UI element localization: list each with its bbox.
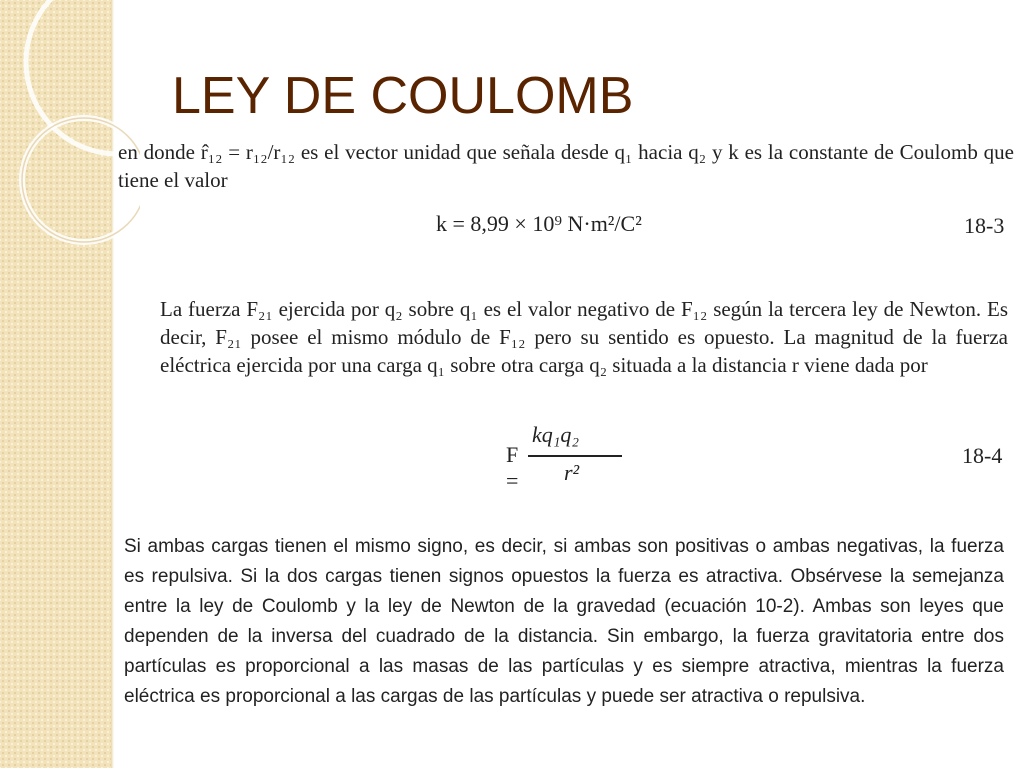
equation-numerator: kq₁q₂	[532, 422, 580, 447]
ring-ornament-icon	[0, 0, 140, 260]
equation-coulomb-constant: k = 8,99 × 10⁹ N·m²/C²	[436, 211, 642, 236]
paragraph-sign-discussion: Si ambas cargas tienen el mismo signo, es decir, si ambas son positivas o ambas negativas, la fuerza es repulsiva. Si la dos cargas tienen signos opuestos la fuerza es atractiva. Obsérvese la semejanza entre la ley de Coulomb y la ley de Newton de la gravedad (ecuación 10-2). Ambas son leyes que dependen de la inversa del cuadrado de la distancia. Sin embargo, la fuerza gravitatoria entre dos partículas es proporcional a las masas de las partículas y es siempre atractiva, mientras la fuerza eléctrica es proporcional a las cargas de las partículas y puede ser atractiva o repulsiva.	[124, 536, 1004, 707]
equation-denominator: r²	[564, 460, 580, 485]
equation-number-18-4: 18-4	[962, 443, 1003, 468]
equation-lhs: F =	[506, 442, 519, 493]
paragraph-intro: en donde r̂₁₂ = r₁₂/r₁₂ es el vector unidad que señala desde q₁ hacia q₂ y k es la constante de Coulomb que tiene el valor	[118, 140, 1014, 192]
slide-title: LEY DE COULOMB	[172, 67, 634, 125]
fraction-bar	[528, 455, 622, 457]
paragraph-force-description: La fuerza F₂₁ ejercida por q₂ sobre q₁ es el valor negativo de F₁₂ según la tercera ley de Newton. Es decir, F₂₁ posee el mismo módulo de F₁₂ pero su sentido es opuesto. La magnitud de la fuerza eléctrica ejercida por una carga q₁ sobre otra carga q₂ situada a la distancia r viene dada por	[160, 297, 1008, 377]
equation-number-18-3: 18-3	[964, 213, 1005, 238]
